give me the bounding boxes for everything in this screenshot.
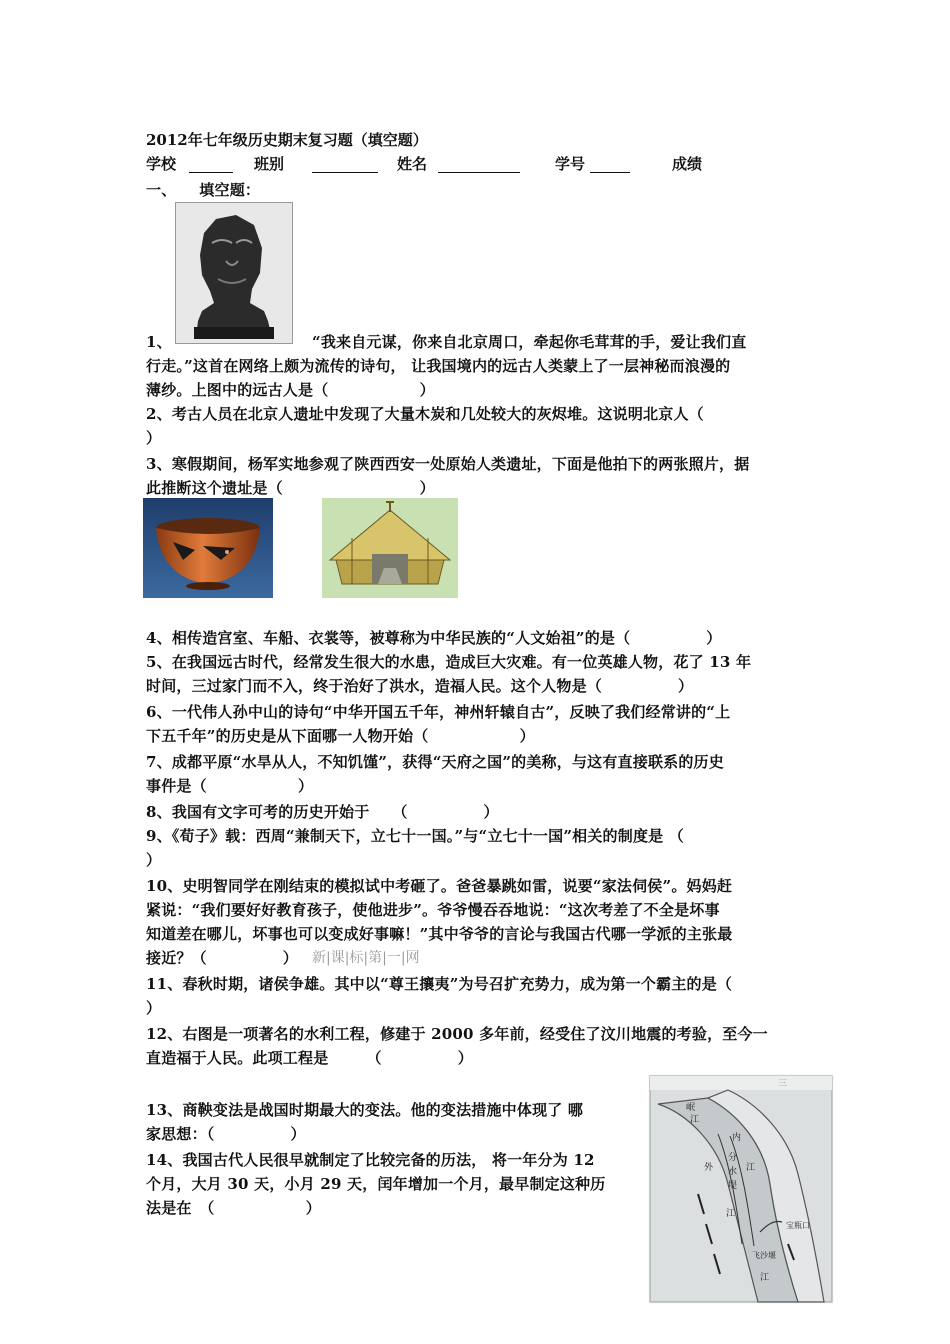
map-label-wai: 外 bbox=[704, 1163, 714, 1173]
page-title: 2012年七年级历史期末复习题（填空题） bbox=[146, 131, 428, 149]
map-label-jiang-2: 江 bbox=[746, 1163, 756, 1173]
question-10-line2: 紧说：“我们要好好教育孩子，使他进步”。爷爷慢吞吞地说：“这次考差了不全是坏事 bbox=[146, 901, 720, 919]
question-11-line2: ） bbox=[146, 999, 162, 1017]
map-label-jiang-1: 江 bbox=[690, 1115, 700, 1125]
score-label: 成绩 bbox=[672, 155, 703, 173]
question-11-line1: 11、春秋时期，诸侯争雄。其中以“尊王攘夷”为号召扩充势力，成为第一个霸主的是（ bbox=[146, 975, 733, 993]
question-3-line2: 此推断这个遗址是（ ） bbox=[146, 479, 435, 497]
question-12-line1: 12、右图是一项著名的水利工程，修建于 2000 多年前，经受住了汶川地震的考验，至今一 bbox=[146, 1025, 768, 1043]
map-header: 三 bbox=[778, 1079, 788, 1089]
map-label-jiang-4: 江 bbox=[760, 1273, 770, 1283]
name-label: 姓名 bbox=[397, 155, 428, 173]
question-13-line1: 13、商鞅变法是战国时期最大的变法。他的变法措施中体现了 哪 bbox=[146, 1101, 584, 1119]
round-hut-icon bbox=[322, 498, 458, 598]
question-3-line1: 3、寒假期间，杨军实地参观了陕西西安一处原始人类遗址，下面是他拍下的两张照片，据 bbox=[146, 455, 750, 473]
peking-man-figure bbox=[175, 202, 293, 344]
map-label-feisha: 飞沙堰 bbox=[752, 1251, 776, 1260]
question-13-line2: 家思想：（ ） bbox=[146, 1125, 306, 1143]
map-label-baopingkou: 宝瓶口 bbox=[786, 1221, 810, 1230]
question-7-line1: 7、成都平原“水旱从人，不知饥馑”，获得“天府之国”的美称，与这有直接联系的历史 bbox=[146, 753, 724, 771]
question-10-line3: 知道差在哪儿，坏事也可以变成好事嘛！”其中爷爷的言论与我国古代哪一学派的主张最 bbox=[146, 925, 733, 943]
question-14-line3: 法是在 （ ） bbox=[146, 1199, 321, 1217]
question-1-line2: 行走。”这首在网络上颇为流传的诗句， 让我国境内的远古人类蒙上了一层神秘而浪漫的 bbox=[146, 357, 731, 375]
name-field[interactable] bbox=[438, 156, 520, 173]
class-label: 班别 bbox=[254, 155, 285, 173]
section-heading: 一、 填空题： bbox=[146, 181, 261, 199]
school-label: 学校 bbox=[146, 155, 177, 173]
number-field[interactable] bbox=[590, 156, 630, 173]
question-12-line2: 直造福于人民。此项工程是 （ ） bbox=[146, 1049, 473, 1067]
map-label-shui: 水 bbox=[728, 1167, 738, 1177]
question-8: 8、我国有文字可考的历史开始于 （ ） bbox=[146, 803, 499, 821]
map-label-di: 堤 bbox=[728, 1181, 738, 1191]
question-14-line2: 个月，大月 30 天，小月 29 天，闰年增加一个月，最早制定这种历 bbox=[146, 1175, 606, 1193]
peking-man-bust-icon bbox=[176, 203, 292, 343]
class-field[interactable] bbox=[312, 156, 378, 173]
question-5-line1: 5、在我国远古时代，经常发生很大的水患，造成巨大灾难。有一位英雄人物，花了 13 年 bbox=[146, 653, 752, 671]
painted-pottery-bowl-icon bbox=[143, 498, 273, 598]
map-label-fen: 分 bbox=[728, 1153, 738, 1163]
question-9-line1: 9、《荀子》载：西周“兼制天下，立七十一国。”与“立七十一国”相关的制度是 （ bbox=[146, 827, 684, 845]
school-field[interactable] bbox=[189, 156, 233, 173]
map-label-nei: 内 bbox=[732, 1133, 742, 1143]
question-2-line2: ） bbox=[146, 429, 162, 447]
map-label-jiang-3: 江 bbox=[726, 1209, 736, 1219]
question-6-line2: 下五千年”的历史是从下面哪一人物开始（ ） bbox=[146, 727, 535, 745]
question-1-line3: 薄纱。上图中的远古人是（ ） bbox=[146, 381, 435, 399]
pottery-bowl-photo bbox=[143, 498, 273, 598]
question-5-line2: 时间，三过家门而不入，终于治好了洪水，造福人民。这个人物是（ ） bbox=[146, 677, 694, 695]
banpo-hut-drawing bbox=[322, 498, 458, 598]
question-10-line1: 10、史明智同学在刚结束的模拟试中考砸了。爸爸暴跳如雷，说要“家法伺侯”。妈妈赶 bbox=[146, 877, 733, 895]
question-6-line1: 6、一代伟人孙中山的诗句“中华开国五千年，神州轩辕自古”，反映了我们经常讲的“上 bbox=[146, 703, 731, 721]
question-1-number: 1、 bbox=[146, 333, 172, 351]
question-9-line2: ） bbox=[146, 851, 162, 869]
map-label-min: 岷 bbox=[686, 1103, 696, 1113]
dujiangyan-map bbox=[648, 1074, 834, 1304]
question-1-line1: “我来自元谋，你来自北京周口，牵起你毛茸茸的手，爱让我们直 bbox=[312, 333, 747, 351]
watermark-text: 新|课|标|第|一|网 bbox=[312, 950, 420, 966]
question-10-line4: 接近？（ ） bbox=[146, 949, 299, 967]
question-2-line1: 2、考古人员在北京人遗址中发现了大量木炭和几处较大的灰烬堆。这说明北京人（ bbox=[146, 405, 704, 423]
irrigation-map-icon bbox=[648, 1074, 834, 1304]
number-label: 学号 bbox=[555, 155, 586, 173]
question-4: 4、相传造宫室、车船、衣裳等，被尊称为中华民族的“人文始祖”的是（ ） bbox=[146, 629, 722, 647]
question-7-line2: 事件是（ ） bbox=[146, 777, 314, 795]
question-14-line1: 14、我国古代人民很早就制定了比较完备的历法， 将一年分为 12 bbox=[146, 1151, 595, 1169]
